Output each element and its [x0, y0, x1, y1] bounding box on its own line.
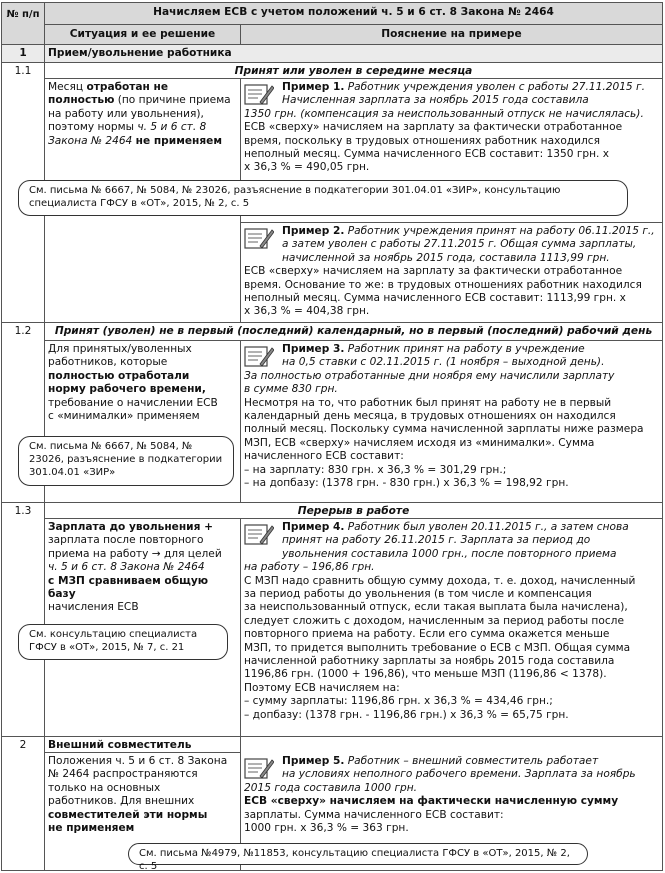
- row-num: 1.2: [14, 325, 32, 337]
- grid-line: [240, 518, 241, 736]
- grid-line: [1, 502, 663, 503]
- row-num: 2: [19, 739, 27, 751]
- example-4: Пример 4. Работник был уволен 20.11.2015 г., а затем снова принят на работу 26.11.2015 г. Зарплата за период до увольнения составила 1000 грн., после повторного приема на работу – 196,86 грн. С МЗП надо сравнить общую сумму дохода, т. е. доход, начисленный за период работы до увольнения (в том числе и компенсация за неиспользованный отпуск, если такая выплата была начислена), следует сложить с доходом, начисленным за период работы после повторного приема на работу. Если его сумма окажется меньше МЗП, то придется выполнить требование о ЕСВ с МЗП. Общая сумма начисленной работнику зарплаты за ноябрь 2015 года составила 1196,86 грн. (1000 + 196,86), что меньше МЗП (1196,86 < 1378). Поэтому ЕСВ начисляем на: – сумму зарплаты: 1196,86 грн. х 36,3 % = 434,46 грн.; – допбазу: (1378 грн. - 1196,86 грн.) х 36,3 % = 65,75 грн.: [244, 521, 636, 721]
- reference-note: См. письма № 6667, № 5084, № 23026, разъяснение в подкатегории 301.04.01 «ЗИР»: [18, 436, 234, 486]
- example-5: Пример 5. Работник – внешний совместитель работает на условиях неполного рабочего времени. Зарплата за ноябрь 2015 года составила 1000 грн. ЕСВ «сверху» начисляем на фактически начисленную сумму зарплаты. Сумма начисленного ЕСВ составит: 1000 грн. х 36,3 % = 363 грн.: [244, 755, 636, 835]
- example-2: Пример 2. Работник учреждения принят на работу 06.11.2015 г., а затем уволен с работы 27.11.2015 г. Общая сумма зарплаты, начисленной за ноябрь 2015 года, составила 1113,99 грн. ЕСВ «сверху» начисляем на зарплату за фактически отработанное время. Основание то же: в трудовых отношениях работник находился неполный месяц. Сумма начисленного ЕСВ составит: 1113,99 грн. х х 36,3 % = 404,38 грн.: [244, 225, 655, 318]
- col-explanation-header: Пояснение на примере: [381, 28, 522, 40]
- reference-note: См. письма № 6667, № 5084, № 23026, разъяснение в подкатегории 301.04.01 «ЗИР», консультацию специалиста ГФСУ в «ОТ», 2015, № 2, с. 5: [18, 180, 628, 216]
- row-num: 1.1: [14, 65, 32, 77]
- situation-text: Зарплата до увольнения + зарплата после повторного приема на работу → для целей ч. 5 и 6 ст. 8 Закона № 2464 с МЗП сравниваем общую базу начисления ЕСВ: [48, 521, 222, 614]
- grid-line: [1, 322, 663, 323]
- reference-note: См. письма №4979, №11853, консультацию специалиста ГФСУ в «ОТ», 2015, № 2, с. 5: [128, 843, 588, 865]
- grid-line: [240, 222, 663, 223]
- situation-text: Положения ч. 5 и 6 ст. 8 Закона № 2464 распространяются только на основных работников. Для внешних совместителей эти нормы не применяем: [48, 755, 228, 835]
- example-3: Пример 3. Работник принят на работу в учреждение на 0,5 ставки с 02.11.2015 г. (1 ноября – выходной день). За полностью отработанные дни ноября ему начислили зарплату в сумме 830 грн. Несмотря на то, что работник был принят на работу не в первый календарный день месяца, в трудовых отношениях он находился полный месяц. Поскольку сумма начисленной зарплаты ниже размера МЗП, ЕСВ «сверху» начисляем исходя из «минималки». Сумма начисленного ЕСВ составит: – на зарплату: 830 грн. х 36,3 % = 301,29 грн.; – на допбазу: (1378 грн. - 830 грн.) х 36,3 % = 198,92 грн.: [244, 343, 644, 490]
- section-title: Прием/увольнение работника: [48, 47, 232, 59]
- grid-line: [44, 340, 663, 341]
- row-num: 1: [19, 47, 27, 59]
- grid-line: [1, 62, 663, 63]
- situation-text: Месяц отработан не полностью (по причине приема на работу или увольнения), поэтому нормы ч. 5 и 6 ст. 8 Закона № 2464 не применяем: [48, 81, 231, 147]
- situation-text: Для принятых/уволенных работников, которые полностью отработали норму рабочего времени, требование о начислении ЕСВ с «минималки» применяем: [48, 343, 218, 423]
- col-situation-header: Ситуация и ее решение: [69, 28, 216, 40]
- num-header: № п/п: [6, 9, 40, 20]
- table-title: Начисляем ЕСВ с учетом положений ч. 5 и 6 ст. 8 Закона № 2464: [153, 6, 554, 18]
- example-1: Пример 1. Работник учреждения уволен с работы 27.11.2015 г. Начисленная зарплата за ноябрь 2015 года составила 1350 грн. (компенсация за неиспользованный отпуск не начислялась). ЕСВ «сверху» начисляем на зарплату за фактически отработанное время, поскольку в трудовых отношениях работник находился неполный месяц. Сумма начисленного ЕСВ составит: 1350 грн. х х 36,3 % = 490,05 грн.: [244, 81, 645, 174]
- grid-line: [44, 24, 663, 25]
- grid-line: [662, 2, 663, 870]
- row-num: 1.3: [14, 505, 32, 517]
- grid-line: [1, 44, 663, 45]
- grid-line: [1, 736, 663, 737]
- grid-line: [1, 2, 663, 3]
- grid-line: [240, 340, 241, 502]
- row-subtitle: Перерыв в работе: [297, 505, 410, 517]
- grid-line: [1, 870, 663, 871]
- reference-note: См. консультацию специалиста ГФСУ в «ОТ», 2015, № 7, с. 21: [18, 624, 228, 660]
- row-subtitle: Принят (уволен) не в первый (последний) календарный, но в первый (последний) рабочий день: [54, 325, 653, 337]
- row-subtitle: Принят или уволен в середине месяца: [234, 65, 473, 77]
- section-title: Внешний совместитель: [48, 739, 192, 751]
